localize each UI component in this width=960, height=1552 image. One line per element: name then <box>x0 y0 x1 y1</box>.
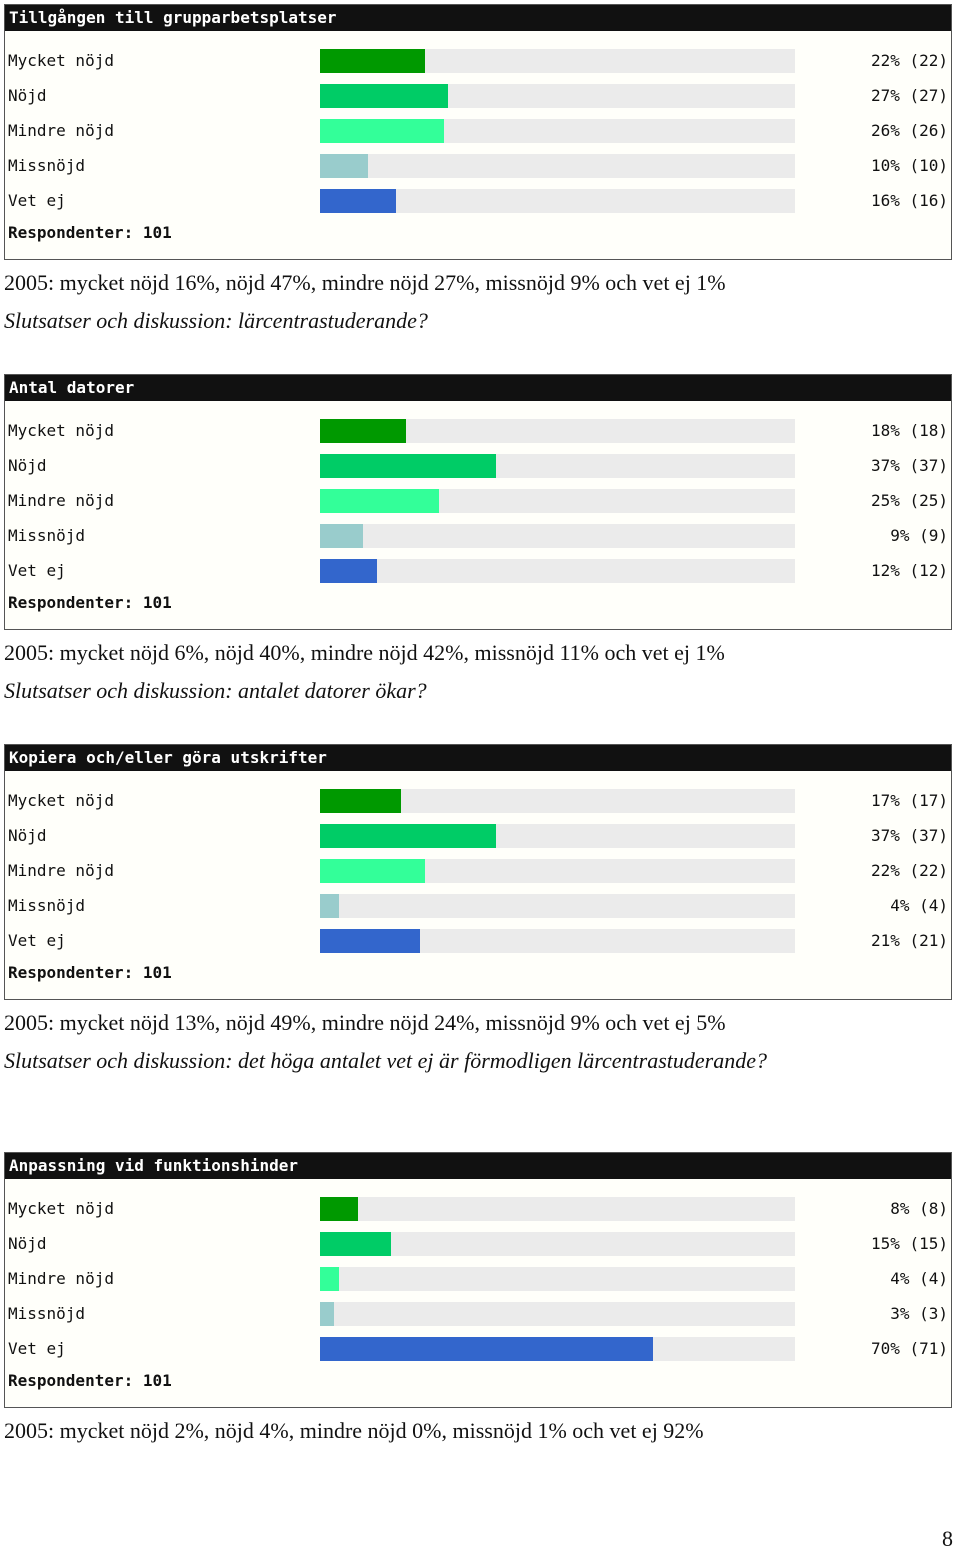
comparison-2005-text: 2005: mycket nöjd 13%, nöjd 49%, mindre nöjd 24%, missnöjd 9% och vet ej 5% <box>4 1010 726 1035</box>
category-label: Vet ej <box>8 931 66 950</box>
bar <box>320 1267 339 1291</box>
bar-row <box>5 83 951 109</box>
survey-chart-panel <box>4 744 952 1000</box>
bar-track <box>320 789 795 813</box>
respondents-label: Respondenter: 101 <box>8 223 172 242</box>
bar-row <box>5 1336 951 1362</box>
bar-row <box>5 1231 951 1257</box>
bar-row <box>5 558 951 584</box>
survey-chart-panel <box>4 1152 952 1408</box>
bar-row <box>5 453 951 479</box>
bar-track <box>320 119 795 143</box>
bar-track <box>320 1337 795 1361</box>
chart-title: Antal datorer <box>5 375 951 401</box>
bar <box>320 419 406 443</box>
bar <box>320 49 425 73</box>
value-label: 4% (4) <box>890 1269 948 1288</box>
category-label: Mycket nöjd <box>8 421 114 440</box>
comparison-2005-text: 2005: mycket nöjd 16%, nöjd 47%, mindre nöjd 27%, missnöjd 9% och vet ej 1% <box>4 270 726 295</box>
bar-track <box>320 929 795 953</box>
bar-track <box>320 84 795 108</box>
bar-track <box>320 49 795 73</box>
category-label: Mycket nöjd <box>8 791 114 810</box>
bar-track <box>320 1267 795 1291</box>
value-label: 4% (4) <box>890 896 948 915</box>
conclusion-text: Slutsatser och diskussion: lärcentrastuderande? <box>4 308 428 333</box>
bar-row <box>5 893 951 919</box>
bar-track <box>320 559 795 583</box>
value-label: 26% (26) <box>870 121 948 140</box>
conclusion-text: Slutsatser och diskussion: antalet datorer ökar? <box>4 678 427 703</box>
value-label: 9% (9) <box>890 526 948 545</box>
value-label: 15% (15) <box>870 1234 948 1253</box>
value-label: 27% (27) <box>870 86 948 105</box>
category-label: Missnöjd <box>8 1304 86 1323</box>
respondents-label: Respondenter: 101 <box>8 1371 172 1390</box>
bar-track <box>320 489 795 513</box>
bar <box>320 84 448 108</box>
bar <box>320 789 401 813</box>
bar <box>320 824 496 848</box>
value-label: 3% (3) <box>890 1304 948 1323</box>
value-label: 18% (18) <box>870 421 948 440</box>
survey-chart-panel <box>4 374 952 630</box>
category-label: Mindre nöjd <box>8 121 114 140</box>
bar <box>320 1302 334 1326</box>
bar-track <box>320 189 795 213</box>
category-label: Mindre nöjd <box>8 491 114 510</box>
conclusion-text: Slutsatser och diskussion: det höga antalet vet ej är förmodligen lärcentrastuderande? <box>4 1048 767 1073</box>
value-label: 37% (37) <box>870 826 948 845</box>
respondents-label: Respondenter: 101 <box>8 963 172 982</box>
value-label: 22% (22) <box>870 861 948 880</box>
bar-track <box>320 454 795 478</box>
bar-track <box>320 894 795 918</box>
value-label: 21% (21) <box>870 931 948 950</box>
bar <box>320 524 363 548</box>
bar-track <box>320 859 795 883</box>
bar <box>320 454 496 478</box>
bar <box>320 489 439 513</box>
value-label: 8% (8) <box>890 1199 948 1218</box>
category-label: Nöjd <box>8 826 47 845</box>
bar-row <box>5 823 951 849</box>
respondents-label: Respondenter: 101 <box>8 593 172 612</box>
category-label: Vet ej <box>8 1339 66 1358</box>
comparison-2005-text: 2005: mycket nöjd 6%, nöjd 40%, mindre nöjd 42%, missnöjd 11% och vet ej 1% <box>4 640 725 665</box>
bar <box>320 1232 391 1256</box>
bar-row <box>5 523 951 549</box>
bar-row <box>5 118 951 144</box>
bar-row <box>5 1266 951 1292</box>
bar-track <box>320 1197 795 1221</box>
bar-row <box>5 153 951 179</box>
value-label: 10% (10) <box>870 156 948 175</box>
bar <box>320 1337 653 1361</box>
category-label: Mindre nöjd <box>8 861 114 880</box>
page-number: 8 <box>942 1526 953 1551</box>
comparison-2005-text: 2005: mycket nöjd 2%, nöjd 4%, mindre nöjd 0%, missnöjd 1% och vet ej 92% <box>4 1418 704 1443</box>
category-label: Missnöjd <box>8 896 86 915</box>
value-label: 12% (12) <box>870 561 948 580</box>
category-label: Vet ej <box>8 191 66 210</box>
category-label: Nöjd <box>8 86 47 105</box>
survey-chart-panel <box>4 4 952 260</box>
value-label: 16% (16) <box>870 191 948 210</box>
category-label: Nöjd <box>8 456 47 475</box>
bar-track <box>320 154 795 178</box>
value-label: 37% (37) <box>870 456 948 475</box>
category-label: Missnöjd <box>8 156 86 175</box>
bar-row <box>5 48 951 74</box>
bar-row <box>5 488 951 514</box>
bar <box>320 154 368 178</box>
value-label: 25% (25) <box>870 491 948 510</box>
bar <box>320 894 339 918</box>
bar-track <box>320 419 795 443</box>
bar-row <box>5 858 951 884</box>
category-label: Nöjd <box>8 1234 47 1253</box>
value-label: 22% (22) <box>870 51 948 70</box>
bar-track <box>320 824 795 848</box>
bar <box>320 859 425 883</box>
bar <box>320 559 377 583</box>
bar-row <box>5 1301 951 1327</box>
category-label: Vet ej <box>8 561 66 580</box>
bar-row <box>5 788 951 814</box>
bar <box>320 929 420 953</box>
value-label: 70% (71) <box>870 1339 948 1358</box>
bar <box>320 189 396 213</box>
chart-title: Kopiera och/eller göra utskrifter <box>5 745 951 771</box>
bar-row <box>5 188 951 214</box>
bar-row <box>5 418 951 444</box>
category-label: Mindre nöjd <box>8 1269 114 1288</box>
category-label: Mycket nöjd <box>8 1199 114 1218</box>
bar <box>320 1197 358 1221</box>
bar-row <box>5 928 951 954</box>
chart-title: Anpassning vid funktionshinder <box>5 1153 951 1179</box>
bar <box>320 119 444 143</box>
bar-track <box>320 524 795 548</box>
bar-row <box>5 1196 951 1222</box>
value-label: 17% (17) <box>870 791 948 810</box>
bar-track <box>320 1302 795 1326</box>
chart-title: Tillgången till grupparbetsplatser <box>5 5 951 31</box>
bar-track <box>320 1232 795 1256</box>
category-label: Mycket nöjd <box>8 51 114 70</box>
category-label: Missnöjd <box>8 526 86 545</box>
